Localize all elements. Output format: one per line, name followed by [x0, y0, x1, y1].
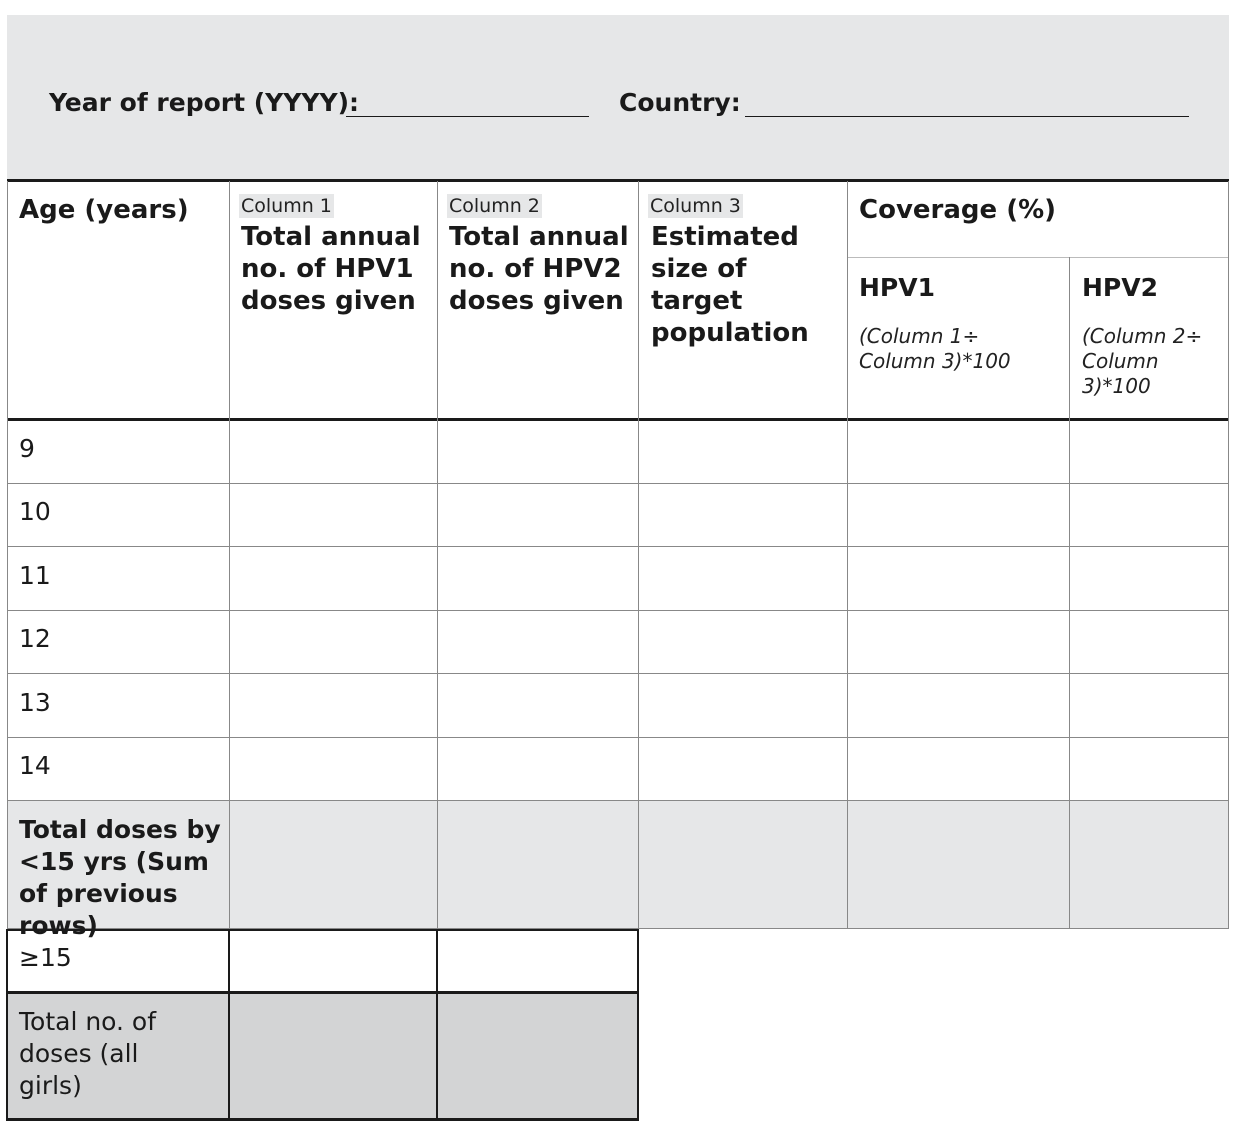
year-field[interactable] [346, 116, 589, 117]
col-divider [638, 181, 639, 929]
header-bottom-border [7, 418, 1229, 421]
row-divider [7, 991, 638, 994]
age-row-label: 13 [19, 688, 51, 717]
row-divider [7, 673, 1229, 674]
row-divider [7, 483, 1229, 484]
row-divider [7, 546, 1229, 547]
table-right-border [637, 929, 639, 1121]
total-all-label: Total no. of doses (all girls) [19, 1007, 157, 1100]
column2-tag: Column 2 [449, 195, 540, 217]
coverage-header: Coverage (%) [859, 195, 1057, 225]
row-divider [7, 610, 1229, 611]
hpv2-header: HPV2 [1082, 273, 1158, 302]
column1-tag: Column 1 [241, 195, 332, 217]
col-divider [229, 181, 230, 929]
country-field[interactable] [745, 116, 1189, 117]
table-left-border [7, 181, 8, 929]
age-row-label: 12 [19, 624, 51, 653]
column3-header: Estimated size of target population [651, 222, 809, 348]
col-divider [847, 181, 848, 929]
col-divider [228, 929, 230, 1121]
year-label: Year of report (YYYY): [49, 88, 360, 117]
table-top-border [7, 179, 1229, 182]
country-label: Country: [619, 88, 741, 117]
row-divider [7, 737, 1229, 738]
hpv1-formula: (Column 1÷ Column 3)*100 [859, 324, 1011, 373]
column1-header: Total annual no. of HPV1 doses given [241, 222, 421, 316]
age-row-label: 11 [19, 561, 51, 590]
table-left-border [6, 929, 8, 1121]
row-divider [7, 800, 1229, 801]
table-bottom-border [7, 1118, 638, 1121]
age-column-header: Age (years) [19, 195, 189, 225]
col-divider [436, 929, 438, 1121]
coverage-divider [847, 257, 1229, 258]
age-15-plus-label: ≥15 [19, 943, 72, 972]
col-divider [437, 181, 438, 929]
age-row-label: 9 [19, 434, 35, 463]
hpv2-formula: (Column 2÷ Column 3)*100 [1082, 324, 1203, 398]
column3-tag: Column 3 [650, 195, 741, 217]
hpv1-header: HPV1 [859, 273, 935, 302]
total-under15-label: Total doses by <15 yrs (Sum of previous rows) [19, 815, 221, 940]
age-row-label: 10 [19, 497, 51, 526]
table-right-border [1228, 181, 1229, 929]
age-row-label: 14 [19, 751, 51, 780]
column2-header: Total annual no. of HPV2 doses given [449, 222, 629, 316]
col-divider [1069, 257, 1070, 929]
